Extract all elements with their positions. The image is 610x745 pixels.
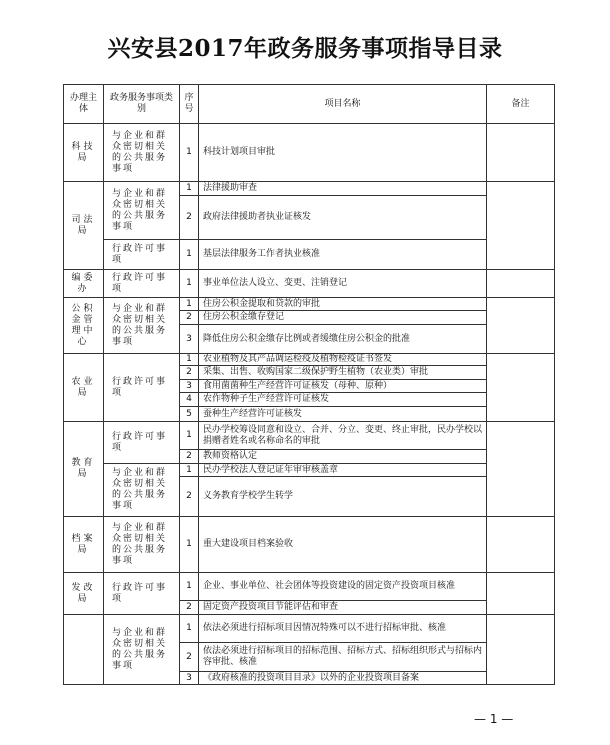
cell-no: 2 xyxy=(180,366,199,380)
cell-no: 1 xyxy=(180,270,199,298)
cell-name: 住房公积金提取和贷款的审批 xyxy=(199,298,487,311)
cell-category: 与企业和群众密切相关的公共服务事项 xyxy=(104,517,180,573)
cell-no: 1 xyxy=(180,517,199,573)
cell-remark xyxy=(487,182,555,270)
header-remark: 备注 xyxy=(487,85,555,124)
cell-no: 2 xyxy=(180,643,199,672)
cell-no: 1 xyxy=(180,422,199,450)
cell-name: 《政府核准的投资项目目录》以外的企业投资项目备案 xyxy=(199,672,487,685)
cell-category: 行政许可事项 xyxy=(104,270,180,298)
cell-category: 与企业和群众密切相关的公共服务事项 xyxy=(104,615,180,685)
page-title: 兴安县2017年政务服务事项指导目录 xyxy=(107,35,503,62)
cell-category: 行政许可事项 xyxy=(104,354,180,422)
cell-name: 教师资格认定 xyxy=(199,450,487,464)
cell-name: 农作物种子生产经营许可证核发 xyxy=(199,393,487,407)
cell-no: 3 xyxy=(180,380,199,393)
cell-dept: 科技局 xyxy=(64,124,104,182)
cell-dept xyxy=(64,615,104,685)
cell-name: 重大建设项目档案验收 xyxy=(199,517,487,573)
table-row xyxy=(64,354,555,366)
cell-remark xyxy=(487,573,555,615)
cell-no: 5 xyxy=(180,407,199,422)
cell-name: 住房公积金缴存登记 xyxy=(199,311,487,325)
table-header-row xyxy=(64,85,555,124)
cell-no: 3 xyxy=(180,325,199,354)
cell-remark xyxy=(487,517,555,573)
cell-dept: 教育局 xyxy=(64,422,104,517)
cell-no: 4 xyxy=(180,393,199,407)
cell-remark xyxy=(487,270,555,298)
cell-name: 降低住房公积金缴存比例或者缓缴住房公积金的批准 xyxy=(199,325,487,354)
header-no: 序号 xyxy=(180,85,199,124)
cell-name: 采集、出售、收购国家二级保护野生植物（农业类）审批 xyxy=(199,366,487,380)
table-row xyxy=(64,573,555,601)
cell-no: 1 xyxy=(180,615,199,643)
cell-name: 民办学校筹设同意和设立、合并、分立、变更、终止审批，民办学校以捐赠者姓名或名称命名的审批 xyxy=(199,422,487,450)
cell-no: 3 xyxy=(180,672,199,685)
cell-no: 2 xyxy=(180,450,199,464)
table-row xyxy=(64,182,555,196)
catalog-table xyxy=(63,84,555,685)
cell-name: 义务教育学校学生转学 xyxy=(199,477,487,517)
cell-category: 与企业和群众密切相关的公共服务事项 xyxy=(104,464,180,517)
table-row xyxy=(64,422,555,450)
table-row xyxy=(64,517,555,573)
cell-dept: 档案局 xyxy=(64,517,104,573)
table-row xyxy=(64,240,555,270)
cell-dept: 农业局 xyxy=(64,354,104,422)
cell-dept: 司法局 xyxy=(64,182,104,270)
cell-remark xyxy=(487,615,555,685)
cell-remark xyxy=(487,124,555,182)
cell-name: 法律援助审查 xyxy=(199,182,487,196)
cell-no: 2 xyxy=(180,601,199,615)
table-row xyxy=(64,615,555,643)
cell-no: 1 xyxy=(180,354,199,366)
cell-name: 企业、事业单位、社会团体等投资建设的固定资产投资项目核准 xyxy=(199,573,487,601)
cell-no: 2 xyxy=(180,196,199,240)
cell-category: 行政许可事项 xyxy=(104,240,180,270)
table-row xyxy=(64,298,555,311)
table-row xyxy=(64,464,555,477)
cell-name: 蚕种生产经营许可证核发 xyxy=(199,407,487,422)
page-number: — 1 — xyxy=(474,712,514,726)
cell-remark xyxy=(487,354,555,422)
cell-no: 2 xyxy=(180,477,199,517)
cell-name: 固定资产投资项目节能评估和审查 xyxy=(199,601,487,615)
table-row xyxy=(64,124,555,182)
cell-name: 依法必须进行招标项目因情况特殊可以不进行招标审批、核准 xyxy=(199,615,487,643)
cell-name: 依法必须进行招标项目的招标范围、招标方式、招标组织形式与招标内容审批、核准 xyxy=(199,643,487,672)
cell-dept: 公积金管理中心 xyxy=(64,298,104,354)
cell-name: 政府法律援助者执业证核发 xyxy=(199,196,487,240)
cell-category: 与企业和群众密切相关的公共服务事项 xyxy=(104,182,180,240)
cell-no: 1 xyxy=(180,573,199,601)
cell-category: 与企业和群众密切相关的公共服务事项 xyxy=(104,298,180,354)
cell-dept: 发改局 xyxy=(64,573,104,615)
cell-no: 1 xyxy=(180,298,199,311)
cell-category: 与企业和群众密切相关的公共服务事项 xyxy=(104,124,180,182)
cell-category: 行政许可事项 xyxy=(104,573,180,615)
table-row xyxy=(64,270,555,298)
cell-name: 基层法律服务工作者执业核准 xyxy=(199,240,487,270)
cell-no: 1 xyxy=(180,124,199,182)
cell-name: 科技计划项目审批 xyxy=(199,124,487,182)
header-category: 政务服务事项类别 xyxy=(104,85,180,124)
cell-name: 食用菌菌种生产经营许可证核发（母种、原种） xyxy=(199,380,487,393)
cell-name: 民办学校法人登记证年审审核盖章 xyxy=(199,464,487,477)
cell-remark xyxy=(487,422,555,517)
cell-dept: 编委办 xyxy=(64,270,104,298)
cell-category: 行政许可事项 xyxy=(104,422,180,464)
table-body xyxy=(64,124,555,685)
cell-no: 1 xyxy=(180,464,199,477)
header-name: 项目名称 xyxy=(199,85,487,124)
cell-name: 事业单位法人设立、变更、注销登记 xyxy=(199,270,487,298)
cell-remark xyxy=(487,298,555,354)
header-dept: 办理主体 xyxy=(64,85,104,124)
cell-no: 2 xyxy=(180,311,199,325)
cell-no: 1 xyxy=(180,182,199,196)
cell-no: 1 xyxy=(180,240,199,270)
cell-name: 农业植物及其产品调运检疫及植物检疫证书签发 xyxy=(199,354,487,366)
